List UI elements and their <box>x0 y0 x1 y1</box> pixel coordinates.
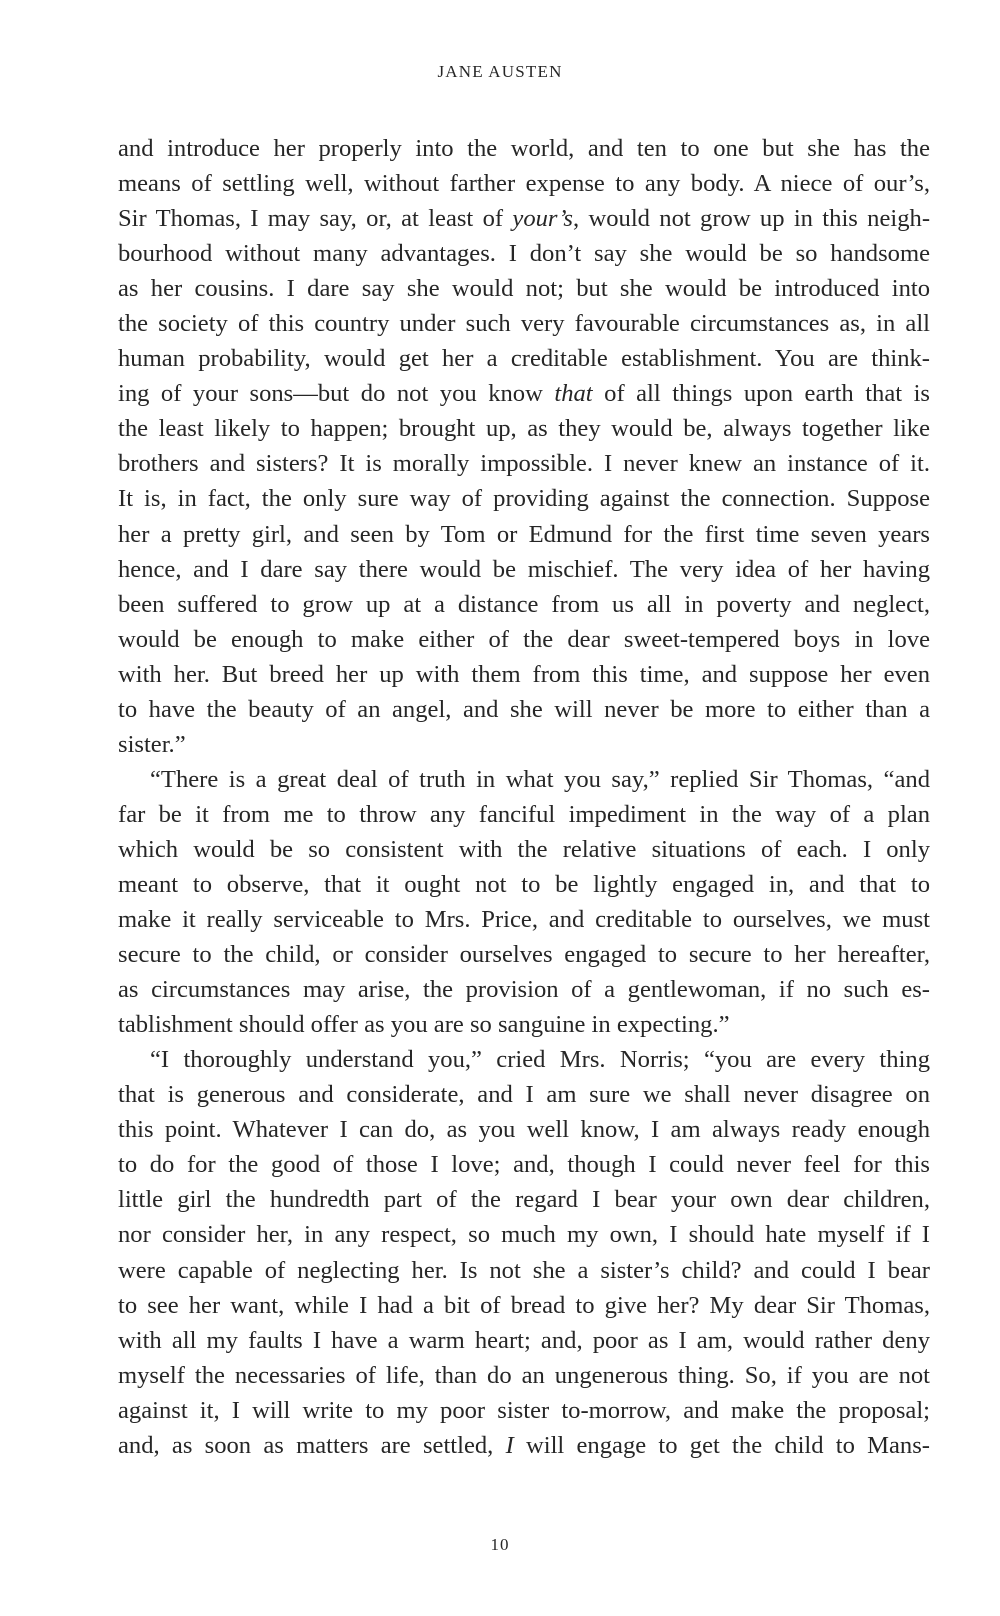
text-line: means of settling well, without farther expense to any body. A niece of our’s, <box>118 170 930 198</box>
text-line: this point. Whatever I can do, as you well know, I am always ready enough <box>118 1116 930 1144</box>
text-line: and, as soon as matters are settled, I will engage to get the child to Mans- <box>118 1431 930 1459</box>
text-line: myself the necessaries of life, than do an ungenerous thing. So, if you are not <box>118 1361 930 1389</box>
text-line: her a pretty girl, and seen by Tom or Edmund for the first time seven years <box>118 520 930 548</box>
text-line: brothers and sisters? It is morally impossible. I never knew an instance of it. <box>118 450 930 478</box>
text-line: “I thoroughly understand you,” cried Mrs. Norris; “you are every thing <box>150 1046 930 1074</box>
text-line: “There is a great deal of truth in what you say,” replied Sir Thomas, “and <box>150 765 930 793</box>
text-line: the least likely to happen; brought up, as they would be, always together like <box>118 415 930 443</box>
text-line: bourhood without many advantages. I don’t say she would be so handsome <box>118 240 930 268</box>
text-line: as circumstances may arise, the provision of a gentlewoman, if no such es- <box>118 976 930 1004</box>
text-line: ing of your sons—but do not you know that of all things upon earth that is <box>118 380 931 408</box>
text-line: Sir Thomas, I may say, or, at least of your’s, would not grow up in this neigh- <box>118 205 931 233</box>
text-line: It is, in fact, the only sure way of providing against the connection. Suppose <box>118 485 930 513</box>
text-line: would be enough to make either of the dear sweet-tempered boys in love <box>118 625 930 653</box>
text-line: make it really serviceable to Mrs. Price, and creditable to ourselves, we must <box>118 906 930 934</box>
text-line: as her cousins. I dare say she would not; but she would be introduced into <box>118 275 930 303</box>
text-line: nor consider her, in any respect, so much my own, I should hate myself if I <box>118 1221 930 1249</box>
text-line: hence, and I dare say there would be mischief. The very idea of her having <box>118 555 930 583</box>
text-line: to do for the good of those I love; and, though I could never feel for this <box>118 1151 930 1179</box>
running-head: JANE AUSTEN <box>437 62 563 81</box>
text-line: and introduce her properly into the world, and ten to one but she has the <box>118 135 930 162</box>
text-line: to have the beauty of an angel, and she will never be more to either than a <box>118 695 930 723</box>
text-line: with all my faults I have a warm heart; and, poor as I am, would rather deny <box>118 1326 930 1354</box>
text-line: sister.” <box>118 730 186 758</box>
text-line: human probability, would get her a creditable establishment. You are think- <box>118 345 930 373</box>
text-line: secure to the child, or consider ourselves engaged to secure to her hereafter, <box>118 941 930 969</box>
text-line: with her. But breed her up with them from this time, and suppose her even <box>118 660 930 688</box>
text-line: little girl the hundredth part of the regard I bear your own dear children, <box>118 1186 930 1214</box>
text-line: far be it from me to throw any fanciful impediment in the way of a plan <box>118 800 930 828</box>
text-line: were capable of neglecting her. Is not she a sister’s child? and could I bear <box>118 1256 930 1284</box>
page-number: 10 <box>490 1535 510 1554</box>
text-line: been suffered to grow up at a distance from us all in poverty and neglect, <box>118 590 930 618</box>
text-line: the society of this country under such very favourable circumstances as, in all <box>118 310 930 338</box>
text-line: meant to observe, that it ought not to be lightly engaged in, and that to <box>118 870 930 898</box>
text-line: tablishment should offer as you are so sanguine in expecting.” <box>118 1011 730 1039</box>
text-line: to see her want, while I had a bit of bread to give her? My dear Sir Thomas, <box>118 1291 930 1319</box>
body-text <box>118 131 930 1463</box>
text-line: against it, I will write to my poor sister to-morrow, and make the proposal; <box>118 1396 930 1424</box>
text-line: which would be so consistent with the relative situations of each. I only <box>118 835 930 863</box>
text-line: that is generous and considerate, and I am sure we shall never disagree on <box>118 1081 930 1109</box>
